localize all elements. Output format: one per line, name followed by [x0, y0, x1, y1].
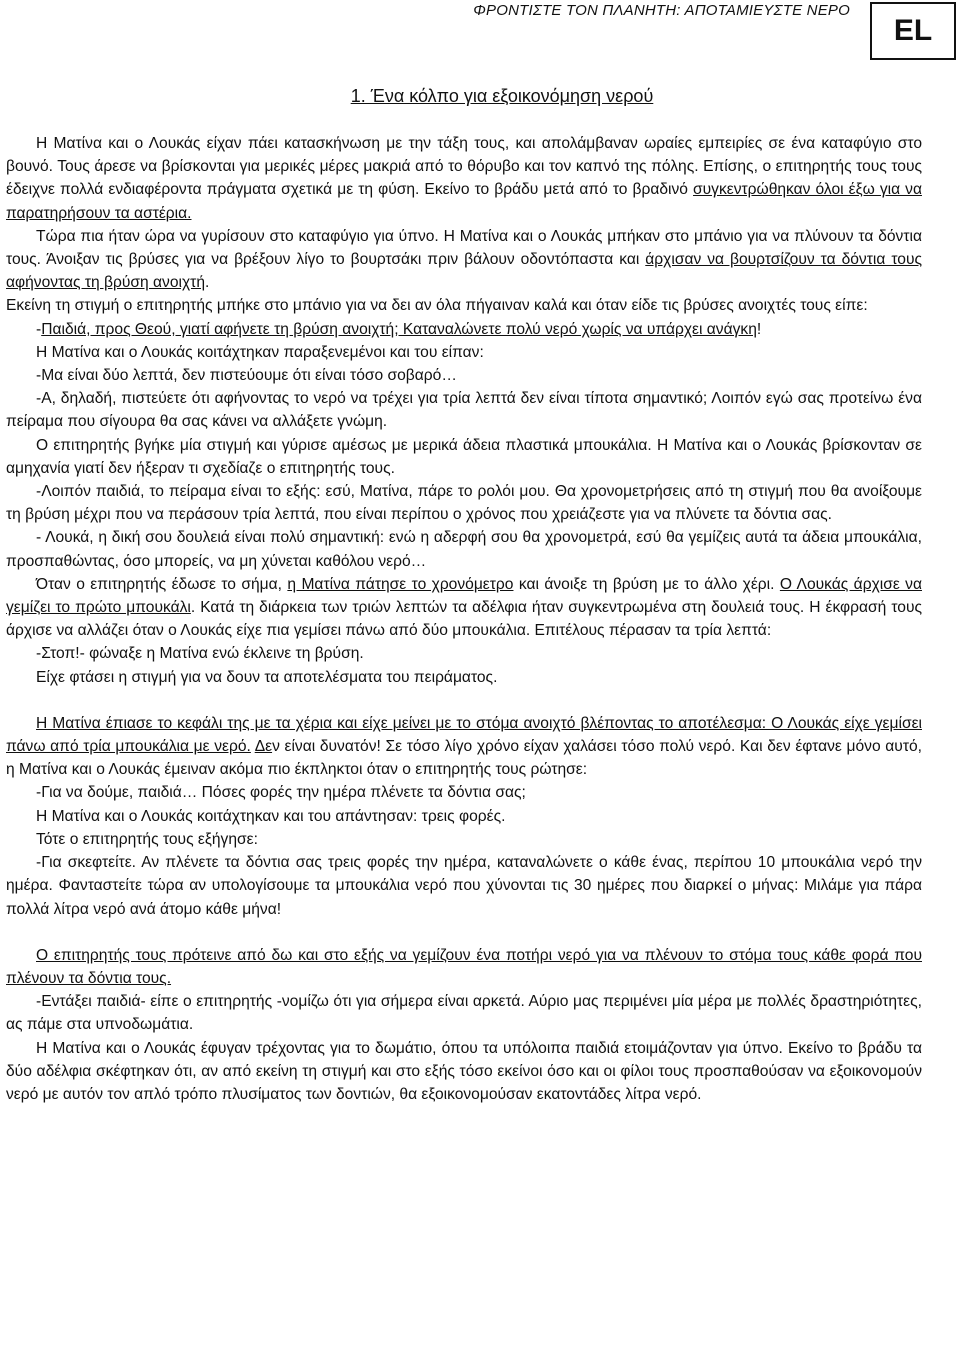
- text-segment: Η Ματίνα και ο Λουκάς κοιτάχτηκαν και του απάντησαν: τρεις φορές.: [36, 807, 506, 825]
- underlined-text: Ο επιτηρητής τους πρότεινε από δω και στο εξής να γεμίζουν ένα ποτήρι νερό για να πλένουν το στόμα τους κάθε φορά που πλένουν τα δόντια τους.: [6, 946, 922, 987]
- header-note: [473, 2, 850, 19]
- text-segment: Η Ματίνα και ο Λουκάς είχαν πάει κατασκήνωση με την τάξη τους, και απολάμβαναν ωραίες εμπειρίες σε ένα καταφύγιο στο βουνό. Τους άρεσε να βρίσκονται για μερικές μέρες μακριά από το θόρυβο και τον καπνό της πόλης. Επίσης, ο επιτηρητής τους τους έδειχνε πολλά ενδιαφέροντα πράγματα σχετικά με τη φύση. Εκείνο το βράδυ μετά από το βραδινό: [6, 135, 922, 199]
- text-segment: Ο επιτηρητής βγήκε μία στιγμή και γύρισε αμέσως με μερικά άδεια πλαστικά μπουκάλια. Η Ματίνα και ο Λουκάς βρίσκονταν σε αμηχανία γιατί δεν ήξεραν τι σχεδίαζε ο επιτηρητής τους.: [6, 436, 922, 477]
- underlined-text: Η Ματίνα έπιασε το κεφάλι της με τα χέρια και είχε μείνει με το στόμα ανοιχτό βλέποντας το αποτέλεσμα: Ο Λουκάς είχε γεμίσει πάνω από τρία μπουκάλια με νερό.: [6, 714, 922, 756]
- text-segment: -Α, δηλαδή, πιστεύετε ότι αφήνοντας το νερό να τρέχει για τρία λεπτά δεν είναι τίποτα σημαντικό; Λοιπόν εγώ σας προτείνω ένα πείραμα που σίγουρα θα σας κάνει να αλλάξετε γνώμη.: [6, 390, 922, 431]
- text-segment: - Λουκά, η δική σου δουλειά είναι πολύ σημαντική: ενώ η αδερφή σου θα χρονομετρά, εσύ θα γεμίζεις αυτά τα άδεια μπουκάλια, προσπαθώντας, όσο μπορείς, να μη χύνεται καθόλου νερό…: [6, 529, 922, 570]
- text-segment: . Κατά τη διάρκεια των τριών λεπτών τα αδέλφια ήταν συγκεντρωμένα στη δουλειά τους. Η έκφρασή τους άρχισε να αλλάζει όταν ο Λουκάς είχε πια γεμίσει πάνω από δύο μπουκάλια. Επιτέλους πέρασαν τα τρία λεπτά:: [6, 599, 922, 640]
- paragraph: [6, 666, 922, 689]
- text-segment: -: [36, 320, 42, 338]
- paragraph: [6, 526, 922, 572]
- text-segment: Όταν ο επιτηρητής έδωσε το σήμα,: [36, 575, 288, 593]
- paragraph: [6, 318, 922, 341]
- underlined-text: Ο Λουκάς άρχισε να γεμίζει το πρώτο μπουκάλι: [6, 575, 922, 617]
- header-note-label: ΦΡΟΝΤΙΣΤΕ ΤΟΝ ΠΛΑΝΗΤΗ:: [473, 2, 681, 19]
- paragraph: [6, 642, 922, 665]
- language-code: EL: [893, 14, 933, 47]
- paragraph: [6, 225, 922, 295]
- text-segment: -Εντάξει παιδιά- είπε ο επιτηρητής -νομίζω ότι για σήμερα είναι αρκετά. Αύριο μας περιμένει μία μέρα με πολλές δραστηριότητες, ας πάμε στα υπνοδωμάτια.: [6, 993, 922, 1034]
- paragraph: [6, 944, 922, 990]
- text-segment: ν είναι δυνατόν! Σε τόσο λίγο χρόνο είχαν χαλάσει τόσο πολύ νερό. Και δεν έφτανε μόνο αυτό, η Ματίνα και ο Λουκάς έμειναν ακόμα πιο έκπληκτοι όταν ο επιτηρητής τους ρώτησε:: [6, 738, 922, 779]
- underlined-text: συγκεντρώθηκαν όλοι έξω για να παρατηρήσουν τα αστέρια.: [6, 181, 922, 222]
- text-segment: -Μα είναι δύο λεπτά, δεν πιστεύουμε ότι είναι τόσο σοβαρό…: [36, 367, 457, 385]
- text-segment: Η Ματίνα και ο Λουκάς κοιτάχτηκαν παραξενεμένοι και του είπαν:: [36, 343, 484, 361]
- text-segment: -Στοπ!- φώναξε η Ματίνα ενώ έκλεινε τη βρύση.: [36, 645, 364, 663]
- text-segment: Η Ματίνα και ο Λουκάς έφυγαν τρέχοντας για το δωμάτιο, όπου τα υπόλοιπα παιδιά ετοιμάζονταν για ύπνο. Εκείνο το βράδυ τα δύο αδέλφια σκέφτηκαν ότι, αν από εκείνη τη στιγμή και στο εξής τόσο εκείνοι όσο και οι φίλοι τους προσπαθούσαν να εξοικονομούν νερό με αυτόν τον απλό τρόπο πλυσίματος των δοντιών, θα εξοικονομούσαν εκατοντάδες λίτρα νερό.: [6, 1039, 922, 1103]
- header-note-text: ΑΠΟΤΑΜΙΕΥΣΤΕ ΝΕΡΟ: [680, 2, 850, 19]
- paragraph: [6, 990, 922, 1036]
- text-segment: Εκείνη τη στιγμή ο επιτηρητής μπήκε στο μπάνιο για να δει αν όλα πήγαιναν καλά και όταν είδε τις βρύσες ανοιχτές τους είπε:: [6, 297, 868, 315]
- underlined-text: Παιδιά, προς Θεού, γιατί αφήνετε τη βρύση ανοιχτή; Καταναλώνετε πολύ νερό χωρίς να υπάρχει ανάγκη: [41, 320, 757, 338]
- document-body: [6, 132, 922, 1106]
- paragraph: [6, 294, 922, 317]
- paragraph: [6, 573, 922, 643]
- paragraph: [6, 781, 922, 804]
- paragraph: [6, 434, 922, 480]
- text-segment: -Λοιπόν παιδιά, το πείραμα είναι το εξής: εσύ, Ματίνα, πάρε το ρολόι μου. Θα χρονομετρήσεις από τη στιγμή που θα ανοίξουμε τη βρύση μέχρι που να περάσουν τρία λεπτά, που είναι περίπου ο χρόνος που χρειάζεστε για να πλύνετε τα δόντια σας.: [6, 483, 922, 524]
- paragraph: [6, 132, 922, 225]
- text-segment: .: [205, 274, 210, 292]
- paragraph: [6, 851, 922, 921]
- underlined-text: άρχισαν να βουρτσίζουν τα δόντια τους αφήνοντας τη βρύση ανοιχτή: [6, 251, 922, 292]
- underlined-text: η Ματίνα πάτησε το χρονόμετρο: [287, 575, 514, 593]
- text-segment: Τότε ο επιτηρητής τους εξήγησε:: [36, 830, 258, 848]
- paragraph: [6, 828, 922, 851]
- paragraph: [6, 480, 922, 526]
- paragraph: [6, 341, 922, 364]
- paragraph: [6, 1037, 922, 1107]
- underlined-text: Δε: [254, 738, 273, 756]
- text-segment: Είχε φτάσει η στιγμή για να δουν τα αποτελέσματα του πειράματος.: [36, 668, 498, 686]
- paragraph: [6, 387, 922, 433]
- document-title: 1. Ένα κόλπο για εξοικονόμηση νερού: [350, 86, 654, 106]
- text-segment: Τώρα πια ήταν ώρα να γυρίσουν στο καταφύγιο για ύπνο. Η Ματίνα και ο Λουκάς μπήκαν στο μπάνιο για να πλύνουν τα δόντια τους. Άνοιξαν τις βρύσες για να βρέξουν λίγο το βουρτσάκι πριν βάλουν οδοντόπαστα και: [6, 227, 922, 269]
- text-segment: -Για σκεφτείτε. Αν πλένετε τα δόντια σας τρεις φορές την ημέρα, καταναλώνετε ο κάθε ένας, περίπου 10 μπουκάλια νερό την ημέρα. Φανταστείτε τώρα αν υπολογίσουμε τα μπουκάλια νερό που χύνονται τις 30 ημέρες που διαρκεί ο μήνας: Μιλάμε για πάρα πολλά λίτρα νερό ανά άτομο κάθε μήνα!: [6, 854, 922, 918]
- paragraph: [6, 712, 922, 782]
- language-badge: [870, 2, 956, 60]
- text-segment: και άνοιξε τη βρύση με το άλλο χέρι.: [513, 575, 780, 593]
- text-segment: -Για να δούμε, παιδιά… Πόσες φορές την ημέρα πλένετε τα δόντια σας;: [36, 784, 526, 802]
- text-segment: !: [756, 320, 762, 338]
- paragraph: [6, 805, 922, 828]
- paragraph: [6, 364, 922, 387]
